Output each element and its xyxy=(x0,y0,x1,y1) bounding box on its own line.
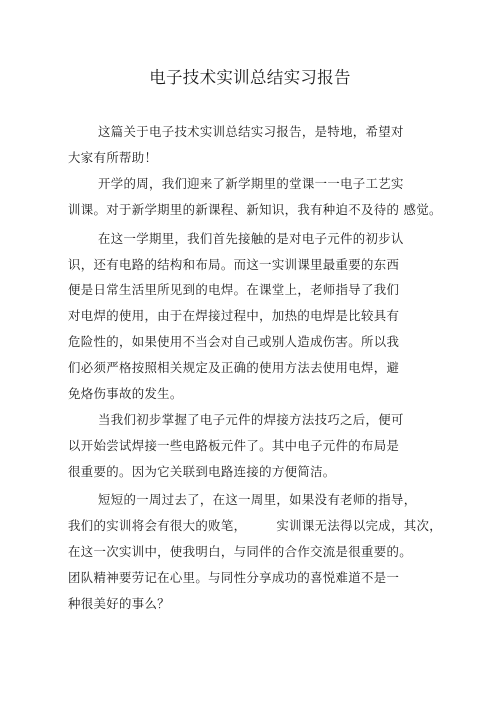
text-line: 以开始尝试焊接一些电路板元件了。其中电子元件的布局是 xyxy=(68,438,400,453)
text-line: 免烙伤事故的发生。 xyxy=(68,386,183,401)
text-line: 对电焊的使用，由于在焊接过程中，加热的电焊是比较具有 xyxy=(68,308,400,323)
text-line xyxy=(68,518,442,534)
text-line: 这篇关于电子技术实训总结实习报告，是特地，希望对 xyxy=(98,124,404,139)
document-title: 电子技术实训总结实习报告 xyxy=(149,68,351,87)
text-segment: 我们的实训将会有很大的败笔， xyxy=(68,518,247,533)
text-line: 们必须严格按照相关规定及正确的使用方法去使用电焊，避 xyxy=(68,360,400,375)
text-line: 大家有所帮助！ xyxy=(68,150,158,165)
text-line: 训课。对于新学期里的新课程、新知识，我有种迫不及待的 感觉。 xyxy=(68,202,442,217)
text-line: 种很美好的事么？ xyxy=(68,596,170,611)
text-line: 团队精神要劳记在心里。与同性分享成功的喜悦难道不是一 xyxy=(68,570,400,585)
text-line: 便是日常生活里所见到的电焊。在课堂上，老师指导了我们 xyxy=(68,282,400,297)
text-line: 当我们初步掌握了电子元件的焊接方法技巧之后，便可 xyxy=(98,412,404,427)
text-segment: 实训课无法得以完成，其次， xyxy=(276,518,443,533)
text-line: 识，还有电路的结构和布局。而这一实训课里最重要的东西 xyxy=(68,257,400,272)
text-line: 短短的一周过去了，在这一周里，如果没有老师的指导， xyxy=(98,492,417,507)
text-line: 危险性的，如果使用不当会对自己或别人造成伤害。所以我 xyxy=(68,334,400,349)
text-line: 很重要的。因为它关联到电路连接的方便简洁。 xyxy=(68,464,336,479)
text-line: 在这一次实训中，使我明白，与同伴的合作交流是很重要的。 xyxy=(68,544,412,559)
text-line: 开学的周，我们迎来了新学期里的堂课一一电子工艺实 xyxy=(98,176,404,191)
text-line: 在这一学期里，我们首先接触的是对电子元件的初步认 xyxy=(98,231,404,246)
